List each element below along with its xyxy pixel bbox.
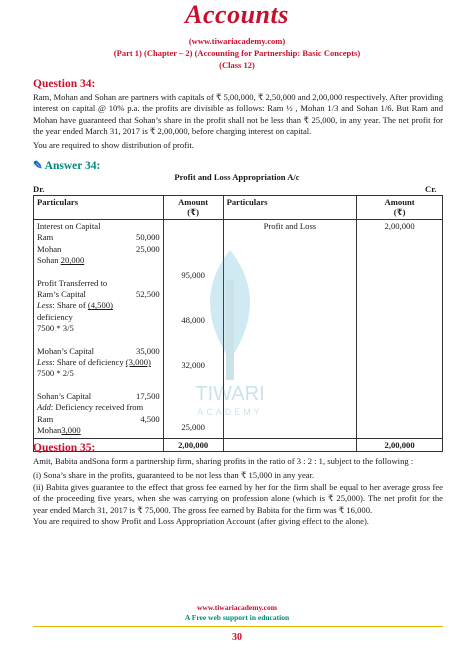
table-title: Profit and Loss Appropriation A/c xyxy=(174,172,300,182)
header-class: (Class 12) xyxy=(219,60,255,70)
share-deficiency-label: : Share of deficiency xyxy=(52,357,124,368)
share-value: (4,500) xyxy=(87,300,113,311)
watermark-subtext: ACADEMY xyxy=(197,407,263,417)
col-particulars-right: Particulars xyxy=(223,196,357,220)
calc-mohan: 7500 * 2/5 xyxy=(37,368,74,379)
sohan-capital-label: Sohan’s Capital xyxy=(37,390,92,401)
less-label: Less xyxy=(37,300,53,311)
pencil-icon: ✎ xyxy=(33,160,43,172)
ram-interest: 50,000 xyxy=(136,232,160,243)
mohan-share-total: 32,000 xyxy=(181,360,205,370)
profit-transferred: Profit Transferred to xyxy=(37,277,108,288)
header-subtitle: (Part 1) (Chapter – 2) (Accounting for Partnership: Basic Concepts) xyxy=(113,48,361,58)
grand-total-right: 2,00,000 xyxy=(357,438,443,451)
deficiency-label: deficiency xyxy=(37,311,73,322)
dr-label: Dr. xyxy=(33,184,45,194)
page-number: 30 xyxy=(232,632,242,643)
add-label: Add xyxy=(37,402,51,413)
watermark-text: TIWARI xyxy=(195,383,265,405)
question-35-heading: Question 35: xyxy=(33,442,96,454)
amount-label: Amount xyxy=(178,197,209,207)
interest-on-capital: Interest on Capital xyxy=(37,221,101,231)
sohan-label: Sohan xyxy=(37,255,59,266)
ram-deficiency: 4,500 xyxy=(140,413,160,424)
mohan-capital-value: 35,000 xyxy=(136,345,160,356)
tiwari-academy-watermark xyxy=(170,240,290,420)
footer-divider xyxy=(33,626,443,627)
question-34-instruction: You are required to show distribution of profit. xyxy=(33,140,194,150)
mohan-label: Mohan xyxy=(37,425,62,436)
mohan-interest: 25,000 xyxy=(136,243,160,254)
footer-tagline: A Free web support in education xyxy=(184,613,290,622)
sohan-share-total: 25,000 xyxy=(181,422,205,432)
calc-ram: 7500 * 3/5 xyxy=(37,323,74,334)
left-particulars-cell xyxy=(34,220,164,439)
mohan-label: Mohan xyxy=(37,243,62,254)
mohan-capital-label: Mohan’s Capital xyxy=(37,345,95,356)
cr-label: Cr. xyxy=(425,184,437,194)
question-35-line-2: (i) Sona’s share in the profits, guaranteed to be not less than ₹ 15,000 in any year. xyxy=(33,470,315,480)
answer-34-heading xyxy=(33,158,100,172)
ram-share-total: 48,000 xyxy=(181,315,205,325)
question-35-line-1: Amit, Babita andSona form a partnership firm, sharing profits in the ratio of 3 : 2 : 1, subject to the following : xyxy=(33,456,414,466)
footer-url: www.tiwariacademy.com xyxy=(197,603,277,612)
question-35-line-3: (ii) Babita gives guarantee to the effect that gross fee earned by her for the firm shall be equal to her average gross fee of the proceeding five years, when she was carrying on profession alone (which is ₹ 25,000). The net profit for the year ended March 31, 2017 is ₹ 75,000. The gross fee earned by Babita for the firm was ₹ 16,000. xyxy=(33,482,443,515)
ram-capital-value: 52,500 xyxy=(136,289,160,300)
page-title: Accounts xyxy=(185,0,289,29)
col-amount-right xyxy=(357,196,443,220)
right-particulars-cell: Profit and Loss xyxy=(223,220,357,439)
ram-label: Ram xyxy=(37,232,54,243)
question-34-heading: Question 34: xyxy=(33,78,96,90)
sohan-interest: 20,000 xyxy=(60,255,85,266)
ram-capital-label: Ram’s Capital xyxy=(37,289,86,300)
question-34-text: Ram, Mohan and Sohan are partners with capitals of ₹ 5,00,000, ₹ 2,50,000 and 2,00,000 respectively. After providing interest on capital @ 10% p.a. the profits are divisible as follows: Ram ½ , Mohan 1/3 and Sohan 1/6. But Ram and Mohan have guaranteed that Sohan’s share in the profit shall not be less than ₹ 25,000, in any year. The net profit for the year ended March 31, 2017 is ₹ 2,00,000, before charging interest on capital. xyxy=(33,92,443,137)
sohan-capital-value: 17,500 xyxy=(136,390,160,401)
rupee-label: (₹) xyxy=(393,207,406,217)
col-amount-left xyxy=(163,196,223,220)
table-header-row xyxy=(34,196,443,220)
less-label: Less xyxy=(37,357,53,368)
mohan-deficiency: 3,000 xyxy=(61,425,81,436)
answer-34-label: Answer 34: xyxy=(44,160,101,172)
col-particulars-left: Particulars xyxy=(34,196,164,220)
total-empty-right xyxy=(223,438,357,451)
right-amount-cell: 2,00,000 xyxy=(357,220,443,439)
question-35-line-4: You are required to show Profit and Loss Appropriation Account (after giving effect to the alone). xyxy=(33,516,369,526)
share-of-label: : Share of xyxy=(52,300,86,311)
share-deficiency-value: (3,000) xyxy=(125,357,151,368)
ram-label: Ram xyxy=(37,413,54,424)
amount-label: Amount xyxy=(384,197,415,207)
interest-total: 95,000 xyxy=(181,270,205,280)
grand-total-left: 2,00,000 xyxy=(163,438,223,451)
rupee-label: (₹) xyxy=(187,207,199,217)
deficiency-received-label: : Deficiency received from xyxy=(50,402,144,413)
header-url: (www.tiwariacademy.com) xyxy=(188,36,286,46)
